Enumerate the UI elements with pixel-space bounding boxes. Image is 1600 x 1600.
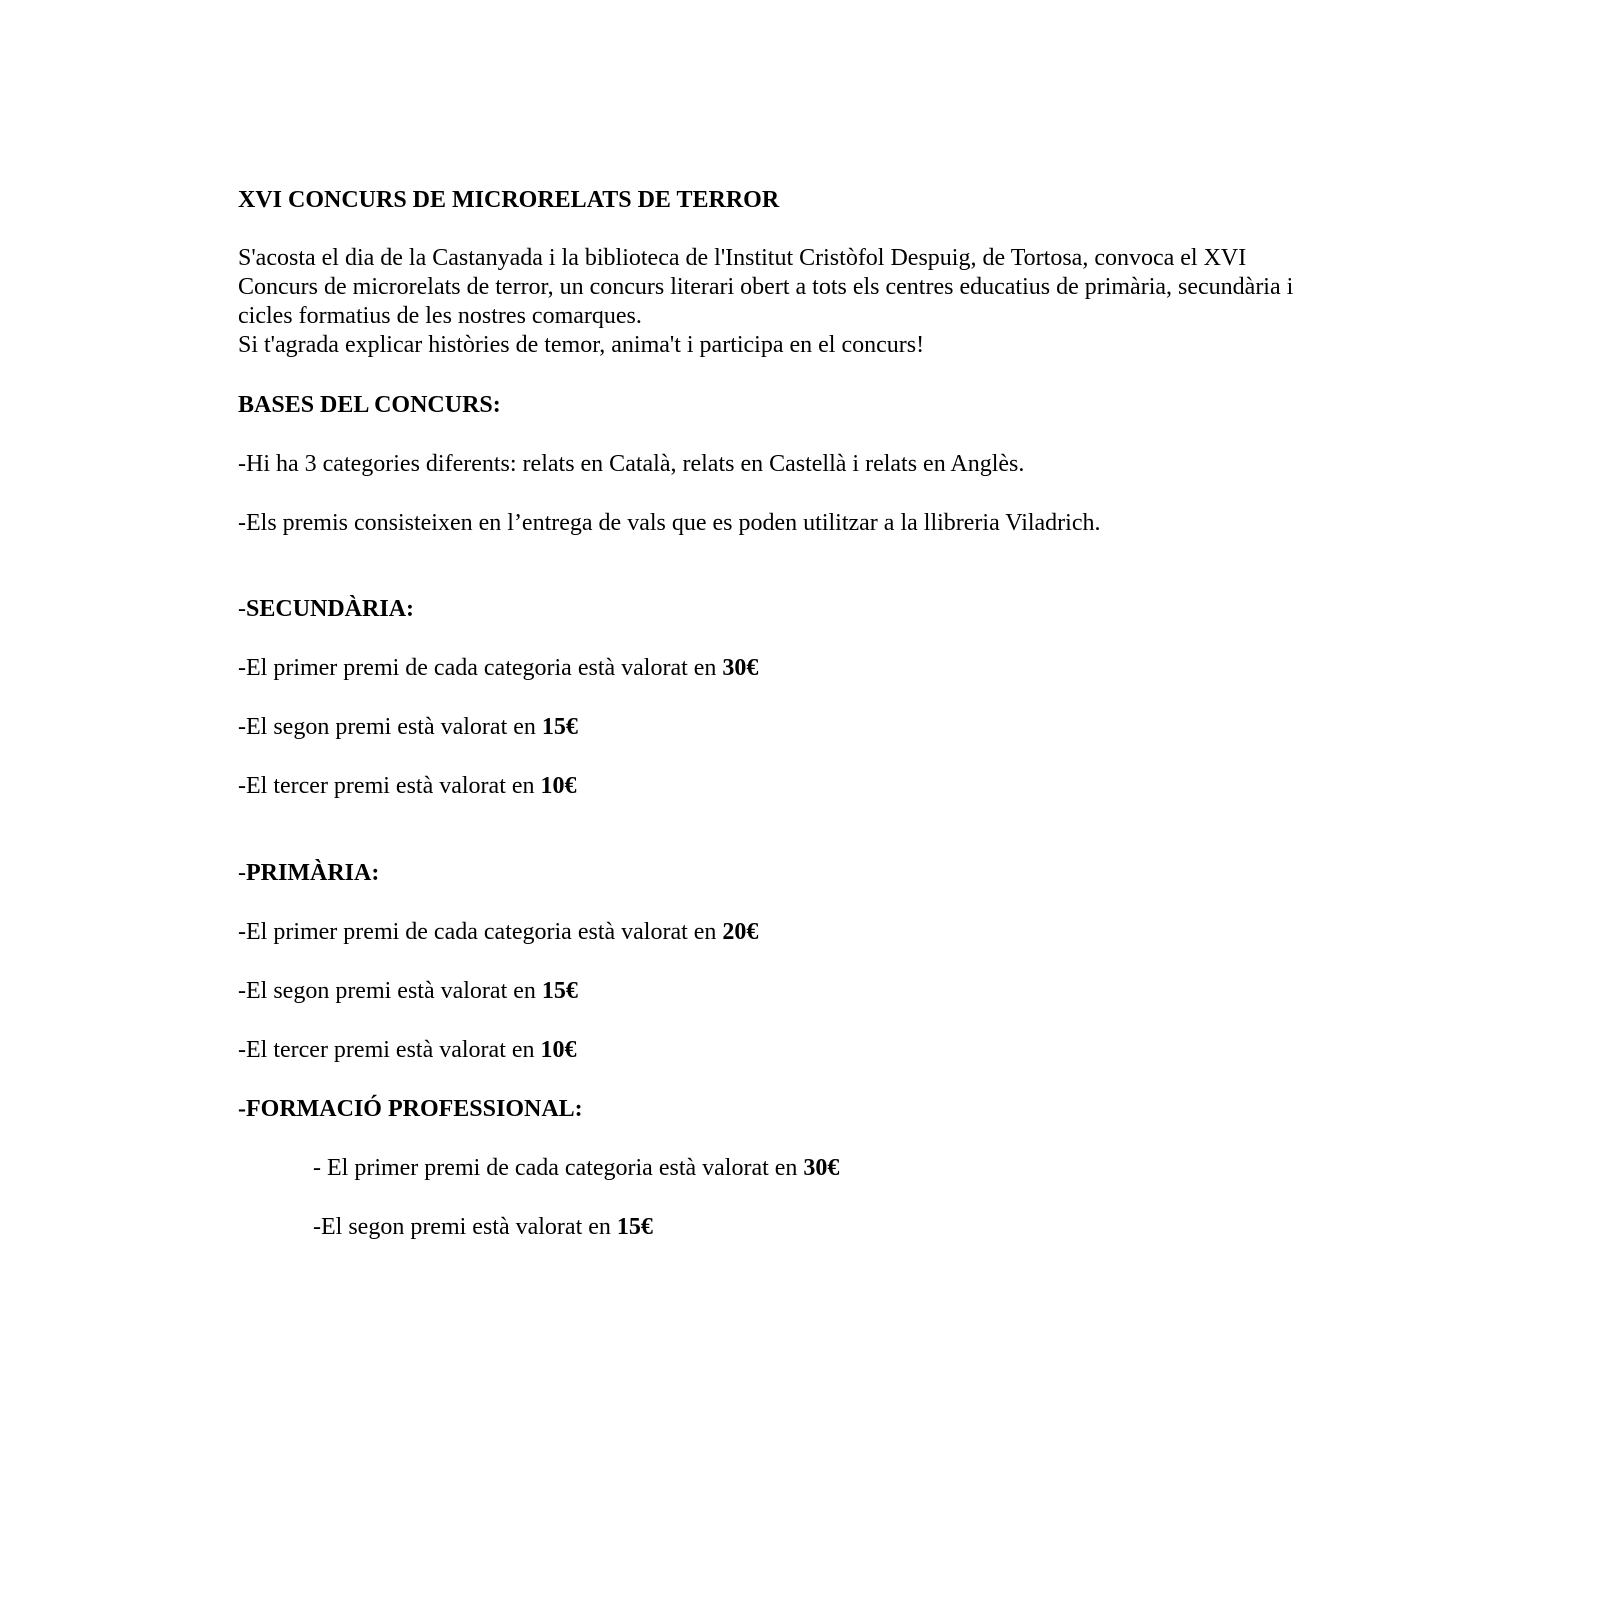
primaria-prize-1	[238, 917, 758, 947]
prize-amount: 20€	[722, 919, 759, 945]
prize-amount: 30€	[803, 1155, 840, 1181]
prize-amount: 10€	[540, 773, 577, 799]
intro-line-3: cicles formatius de les nostres comarques.	[238, 303, 642, 329]
document-title: XVI CONCURS DE MICRORELATS DE TERROR	[238, 187, 780, 213]
intro-line-1: S'acosta el dia de la Castanyada i la biblioteca de l'Institut Cristòfol Despuig, de Tortosa, convoca el XVI	[238, 245, 1247, 271]
bases-rule-categories: -Hi ha 3 categories diferents: relats en Català, relats en Castellà i relats en Anglès.	[238, 451, 1025, 477]
secundaria-prize-1	[238, 653, 758, 683]
fp-heading: -FORMACIÓ PROFESSIONAL:	[238, 1096, 583, 1122]
bases-rule-prizes: -Els premis consisteixen en l’entrega de vals que es poden utilitzar a la llibreria Viladrich.	[238, 510, 1101, 536]
prize-text: -El primer premi de cada categoria està valorat en	[238, 655, 723, 681]
prize-text: -El tercer premi està valorat en	[238, 1037, 541, 1063]
prize-text: -El segon premi està valorat en	[238, 714, 542, 740]
primaria-heading-dash: -	[238, 860, 246, 886]
prize-amount: 30€	[722, 655, 759, 681]
prize-amount: 10€	[540, 1037, 577, 1063]
intro-line-2: Concurs de microrelats de terror, un concurs literari obert a tots els centres educatius de primària, secundària i	[238, 274, 1294, 300]
prize-text: -El primer premi de cada categoria està valorat en	[238, 919, 723, 945]
primaria-heading-text: PRIMÀRIA:	[246, 860, 380, 886]
prize-amount: 15€	[616, 1214, 653, 1240]
prize-text: -El segon premi està valorat en	[313, 1214, 617, 1240]
prize-amount: 15€	[541, 714, 578, 740]
secundaria-heading-dash: -	[238, 596, 246, 622]
bases-heading: BASES DEL CONCURS:	[238, 392, 501, 418]
secundaria-prize-3	[238, 771, 577, 801]
prize-text: -El tercer premi està valorat en	[238, 773, 541, 799]
intro-line-4: Si t'agrada explicar històries de temor, anima't i participa en el concurs!	[238, 332, 925, 358]
prize-text: -El segon premi està valorat en	[238, 978, 542, 1004]
primaria-prize-3	[238, 1035, 577, 1065]
fp-prize-1	[313, 1153, 839, 1183]
fp-prize-2	[313, 1212, 653, 1242]
secundaria-heading	[238, 594, 414, 624]
prize-text: - El primer premi de cada categoria està valorat en	[313, 1155, 804, 1181]
secundaria-heading-text: SECUNDÀRIA:	[246, 596, 415, 622]
primaria-heading	[238, 858, 379, 888]
prize-amount: 15€	[541, 978, 578, 1004]
primaria-prize-2	[238, 976, 578, 1006]
secundaria-prize-2	[238, 712, 578, 742]
